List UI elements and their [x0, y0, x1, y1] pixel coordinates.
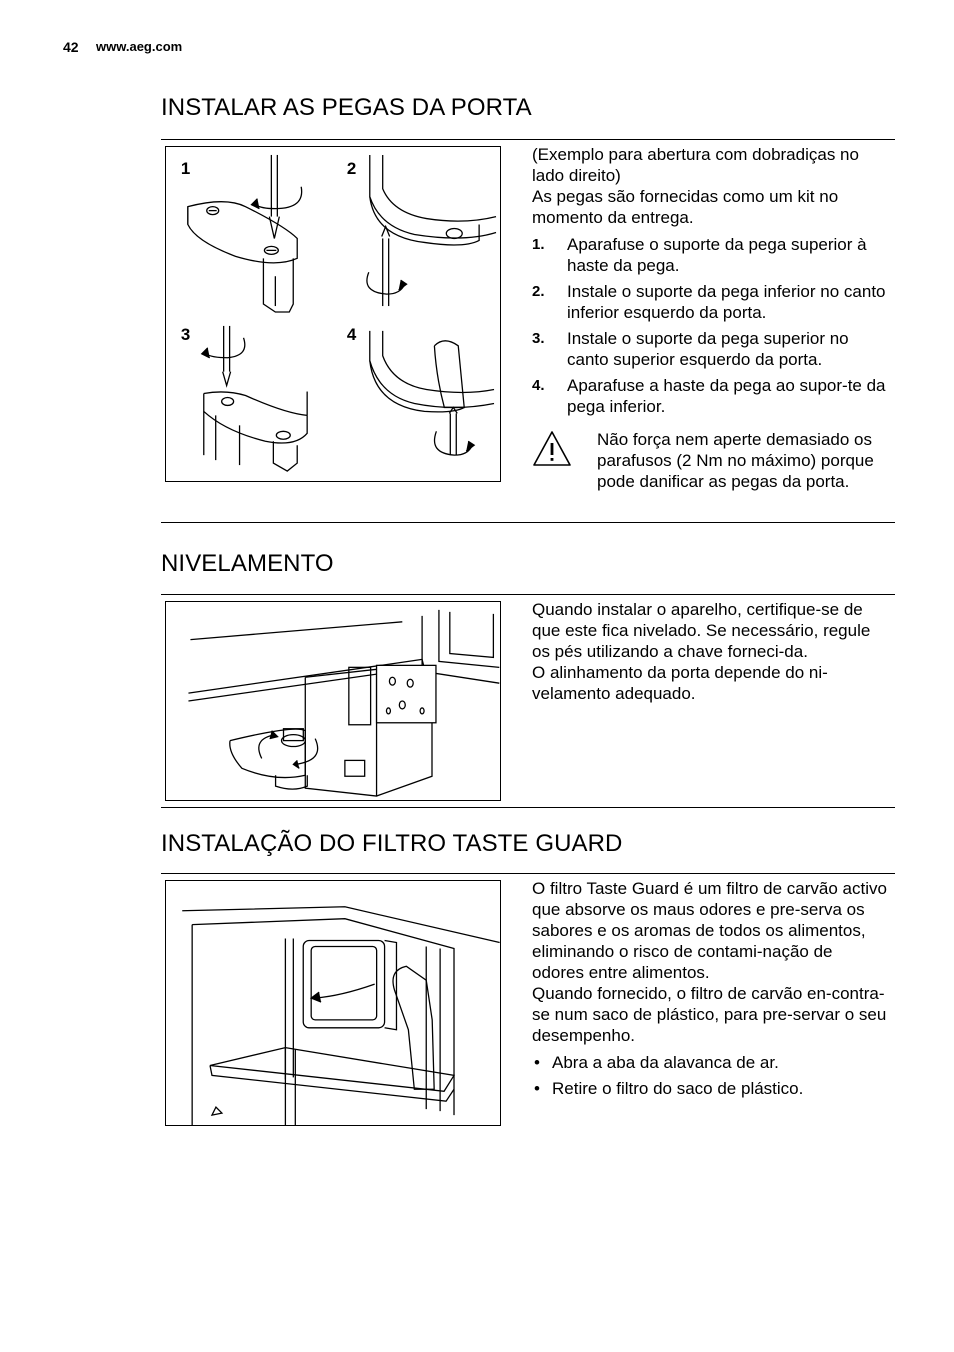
bullet-item: • Abra a aba da alavanca de ar. [532, 1052, 888, 1073]
bullet-item: • Retire o filtro do saco de plástico. [532, 1078, 888, 1099]
section-title-filter: INSTALAÇÃO DO FILTRO TASTE GUARD [161, 830, 623, 857]
section-rule-top [161, 873, 895, 874]
figure-label-2: 2 [346, 158, 357, 178]
figure-label-1: 1 [180, 158, 191, 178]
handles-steps [532, 234, 888, 417]
step-text: Instale o suporte da pega inferior no canto inferior esquerdo da porta. [567, 282, 886, 322]
step-text: Aparafuse o suporte da pega superior à haste da pega. [567, 235, 867, 275]
section-rule-top [161, 594, 895, 595]
section-title-handles: INSTALAR AS PEGAS DA PORTA [161, 94, 532, 121]
handles-text [532, 144, 888, 492]
step-item [532, 281, 888, 323]
handles-intro-1: (Exemplo para abertura com dobradiças no lado direito) [532, 145, 859, 185]
figure-label-4: 4 [346, 324, 357, 344]
page-number: 42 [63, 39, 79, 55]
section-rule-bottom [161, 807, 895, 808]
warning-triangle-icon [532, 429, 572, 469]
handles-illustration [166, 147, 500, 481]
leveling-figure [165, 601, 501, 801]
filter-figure [165, 880, 501, 1126]
step-number: 1. [532, 236, 545, 253]
filter-text [532, 878, 888, 1104]
filter-para-2: Quando fornecido, o filtro de carvão en-contra-se num saco de plástico, para pre-servar o seu desempenho. [532, 984, 887, 1045]
step-number: 3. [532, 330, 545, 347]
leveling-text [532, 599, 888, 704]
leveling-illustration [166, 602, 500, 800]
filter-illustration [166, 881, 500, 1125]
filter-para-1: O filtro Taste Guard é um filtro de carvão activo que absorve os maus odores e pre-serva os sabores e os aromas de todos os alimentos, eliminando o risco de contami-nação de odores entre alimentos. [532, 879, 887, 982]
filter-bullets [532, 1052, 888, 1099]
section-title-leveling: NIVELAMENTO [161, 550, 334, 577]
section-rule-top [161, 139, 895, 140]
leveling-para-2: O alinhamento da porta depende do ni-velamento adequado. [532, 663, 828, 703]
warning-note [532, 429, 888, 492]
section-rule-bottom [161, 522, 895, 523]
figure-label-3: 3 [180, 324, 191, 344]
step-number: 4. [532, 377, 545, 394]
handles-intro-2: As pegas são fornecidas como um kit no momento da entrega. [532, 187, 839, 227]
step-item [532, 328, 888, 370]
leveling-para-1: Quando instalar o aparelho, certifique-se de que este fica nivelado. Se necessário, regule os pés utilizando a chave forneci-da. [532, 600, 871, 661]
step-text: Instale o suporte da pega superior no canto superior esquerdo da porta. [567, 329, 849, 369]
warning-text: Não força nem aperte demasiado os parafusos (2 Nm no máximo) porque pode danificar as pegas da porta. [597, 430, 874, 491]
step-item [532, 375, 888, 417]
step-number: 2. [532, 283, 545, 300]
step-item [532, 234, 888, 276]
handles-figure [165, 146, 501, 482]
step-text: Aparafuse a haste da pega ao supor-te da pega inferior. [567, 376, 886, 416]
header-url: www.aeg.com [96, 39, 183, 54]
